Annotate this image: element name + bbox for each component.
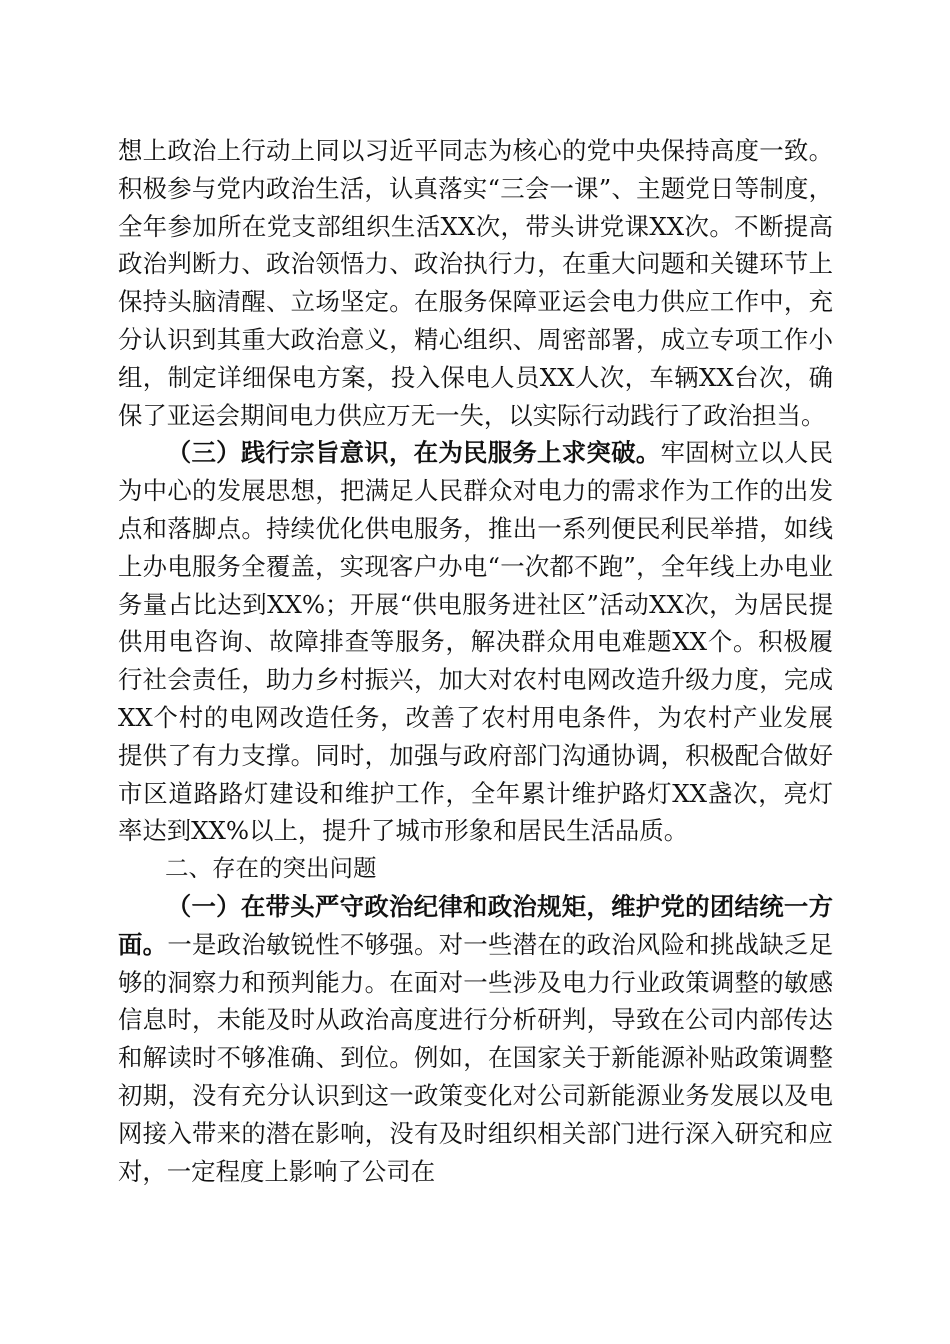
heading-existing-problems: 二、存在的突出问题 <box>165 854 377 883</box>
paragraph-continuation: 想上政治上行动上同以习近平同志为核心的党中央保持高度一致。积极参与党内政治生活，认真落实“三会一课”、主题党日等制度，全年参加所在党支部组织生活XX次，带头讲党课XX次。不断提高政治判断力、政治领悟力、政治执行力，在重大问题和关键环节上保持头脑清醒、立场坚定。在服务保障亚运会电力供应工作中，充分认识到其重大政治意义，精心组织、周密部署，成立专项工作小组，制定详细保电方案，投入保电人员XX人次，车辆XX台次，确保了亚运会期间电力供应万无一失，以实际行动践行了政治担当。 <box>118 136 833 430</box>
problem-1-body: 一是政治敏锐性不够强。对一些潜在的政治风险和挑战缺乏足够的洞察力和预判能力。在面对一些涉及电力行业政策调整的敏感信息时，未能及时从政治高度进行分析研判，导致在公司内部传达和解读时不够准确、到位。例如，在国家关于新能源补贴政策调整初期，没有充分认识到这一政策变化对公司新能源业务发展以及电网接入带来的潜在影响，没有及时组织相关部门进行深入研究和应对，一定程度上影响了公司在 <box>118 929 833 1186</box>
document-page <box>118 132 833 1190</box>
section-3-body: 牢固树立以人民为中心的发展思想，把满足人民群众对电力的需求作为工作的出发点和落脚点。持续优化供电服务，推出一系列便民利民举措，如线上办电服务全覆盖，实现客户办电“一次都不跑”，全年线上办电业务量占比达到XX%；开展“供电服务进社区”活动XX次，为居民提供用电咨询、故障排查等服务，解决群众用电难题XX个。积极履行社会责任，助力乡村振兴，加大对农村电网改造升级力度，完成XX个村的电网改造任务，改善了农村用电条件，为农村产业发展提供了有力支撑。同时，加强与政府部门沟通协调，积极配合做好市区道路路灯建设和维护工作，全年累计维护路灯XX盏次，亮灯率达到XX%以上，提升了城市形象和居民生活品质。 <box>118 438 833 846</box>
paragraph-section-3 <box>118 434 833 850</box>
section-3-lead: （三）践行宗旨意识，在为民服务上求突破。 <box>166 438 661 468</box>
problem-1-lead: （一）在带头严守政治纪律和政治规矩，维护党的团结统一方面。 <box>118 891 833 959</box>
paragraph-problem-1 <box>118 888 833 1190</box>
